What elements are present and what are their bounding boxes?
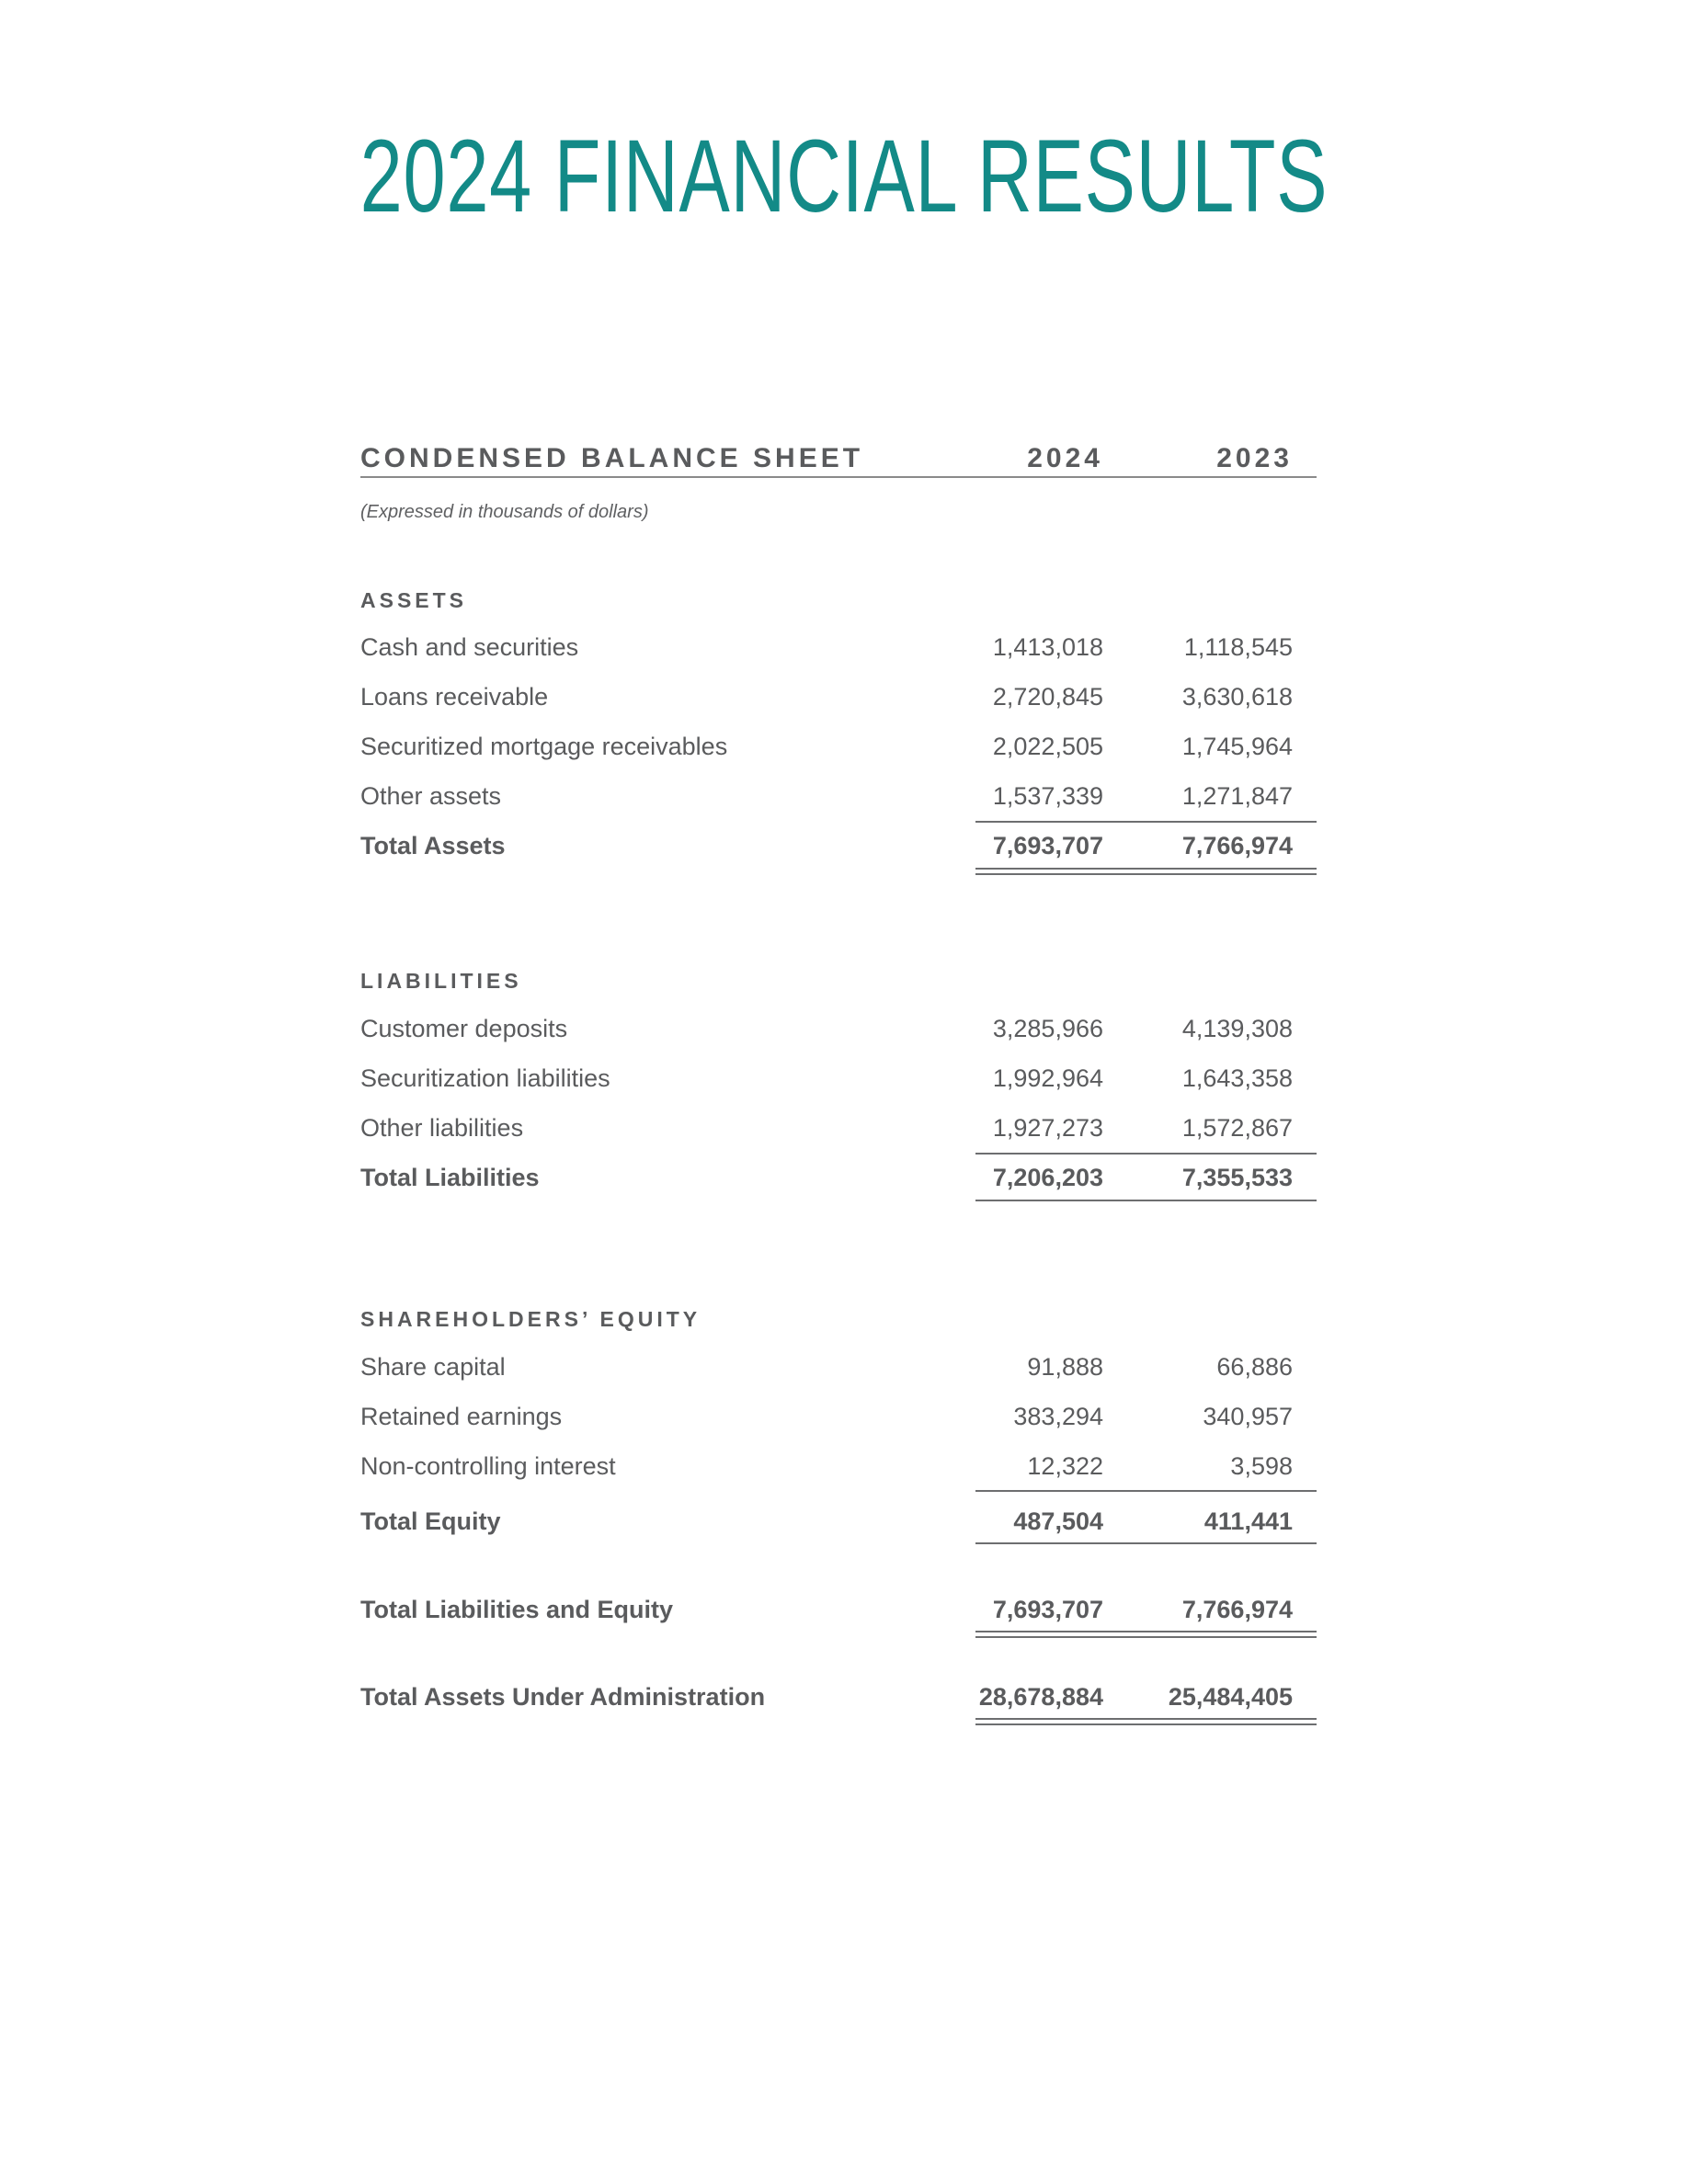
value-2024: 3,285,966 xyxy=(992,1015,1103,1042)
double-rule-top xyxy=(975,1631,1317,1632)
value-2024: 1,992,964 xyxy=(992,1064,1103,1092)
total-row-equity xyxy=(360,1507,1317,1544)
value-2023: 340,957 xyxy=(1203,1403,1293,1430)
value-2024: 28,678,884 xyxy=(978,1683,1103,1711)
table-row xyxy=(360,1452,1317,1489)
total-row-liabilities xyxy=(360,1164,1317,1200)
double-rule-top xyxy=(975,868,1317,870)
row-label: Customer deposits xyxy=(360,1015,568,1042)
table-row xyxy=(360,1353,1317,1390)
table-row xyxy=(360,1403,1317,1439)
subtotal-rule xyxy=(975,1490,1317,1492)
total-rule xyxy=(975,1542,1317,1544)
double-rule-bottom xyxy=(975,873,1317,875)
section-heading-assets: ASSETS xyxy=(360,588,468,612)
value-2024: 383,294 xyxy=(1013,1403,1103,1430)
value-2023: 7,766,974 xyxy=(1181,1596,1293,1623)
value-2024: 487,504 xyxy=(1013,1507,1103,1535)
table-row xyxy=(360,633,1317,670)
total-row-liabilities-equity xyxy=(360,1596,1317,1632)
value-2023: 66,886 xyxy=(1216,1353,1293,1381)
value-2023: 3,598 xyxy=(1230,1452,1293,1480)
row-label: Total Liabilities and Equity xyxy=(360,1596,674,1623)
value-2024: 2,720,845 xyxy=(992,683,1103,711)
value-2023: 7,766,974 xyxy=(1181,832,1293,859)
subtotal-rule xyxy=(975,1153,1317,1155)
value-2024: 7,206,203 xyxy=(992,1164,1103,1191)
value-2023: 25,484,405 xyxy=(1168,1683,1293,1711)
value-2024: 12,322 xyxy=(1027,1452,1103,1480)
header-divider xyxy=(360,476,1317,478)
value-2023: 1,745,964 xyxy=(1181,733,1293,760)
row-label: Share capital xyxy=(360,1353,506,1381)
value-2023: 1,271,847 xyxy=(1181,782,1293,810)
column-header-2023: 2023 xyxy=(1216,443,1293,473)
value-2023: 1,118,545 xyxy=(1183,633,1293,661)
page-title: 2024 FINANCIAL RESULTS xyxy=(359,119,1329,233)
row-label: Total Equity xyxy=(360,1507,501,1535)
value-2024: 91,888 xyxy=(1027,1353,1103,1381)
value-2023: 4,139,308 xyxy=(1181,1015,1293,1042)
value-2023: 1,572,867 xyxy=(1181,1114,1293,1142)
row-label: Total Assets Under Administration xyxy=(360,1683,766,1711)
row-label: Total Liabilities xyxy=(360,1164,540,1191)
total-row-assets-under-administration xyxy=(360,1683,1317,1720)
table-row xyxy=(360,1015,1317,1052)
row-label: Non-controlling interest xyxy=(360,1452,616,1480)
row-label: Retained earnings xyxy=(360,1403,563,1430)
value-2024: 1,927,273 xyxy=(992,1114,1103,1142)
total-row-assets xyxy=(360,832,1317,869)
value-2024: 2,022,505 xyxy=(992,733,1103,760)
balance-sheet-title: CONDENSED BALANCE SHEET xyxy=(360,443,864,473)
row-label: Securitized mortgage receivables xyxy=(360,733,728,760)
balance-sheet-header xyxy=(360,443,1317,476)
row-label: Other liabilities xyxy=(360,1114,524,1142)
value-2024: 1,537,339 xyxy=(992,782,1103,810)
table-row xyxy=(360,1064,1317,1101)
total-rule xyxy=(975,1200,1317,1201)
units-note: (Expressed in thousands of dollars) xyxy=(360,502,649,522)
table-row xyxy=(360,683,1317,720)
balance-sheet xyxy=(360,0,1317,2184)
table-row xyxy=(360,733,1317,769)
double-rule-bottom xyxy=(975,1636,1317,1638)
row-label: Loans receivable xyxy=(360,683,549,711)
double-rule-bottom xyxy=(975,1723,1317,1725)
value-2024: 7,693,707 xyxy=(992,832,1103,859)
value-2023: 7,355,533 xyxy=(1181,1164,1293,1191)
section-heading-liabilities: LIABILITIES xyxy=(360,969,522,993)
section-heading-equity: SHAREHOLDERS’ EQUITY xyxy=(360,1307,701,1331)
row-label: Securitization liabilities xyxy=(360,1064,610,1092)
value-2024: 1,413,018 xyxy=(992,633,1103,661)
column-header-2024: 2024 xyxy=(1027,443,1103,473)
table-row xyxy=(360,1114,1317,1151)
value-2023: 411,441 xyxy=(1203,1507,1293,1535)
subtotal-rule xyxy=(975,821,1317,823)
row-label: Cash and securities xyxy=(360,633,579,661)
value-2023: 3,630,618 xyxy=(1181,683,1293,711)
value-2023: 1,643,358 xyxy=(1181,1064,1293,1092)
double-rule-top xyxy=(975,1718,1317,1720)
table-row xyxy=(360,782,1317,819)
value-2024: 7,693,707 xyxy=(992,1596,1103,1623)
row-label: Total Assets xyxy=(360,832,506,859)
row-label: Other assets xyxy=(360,782,502,810)
